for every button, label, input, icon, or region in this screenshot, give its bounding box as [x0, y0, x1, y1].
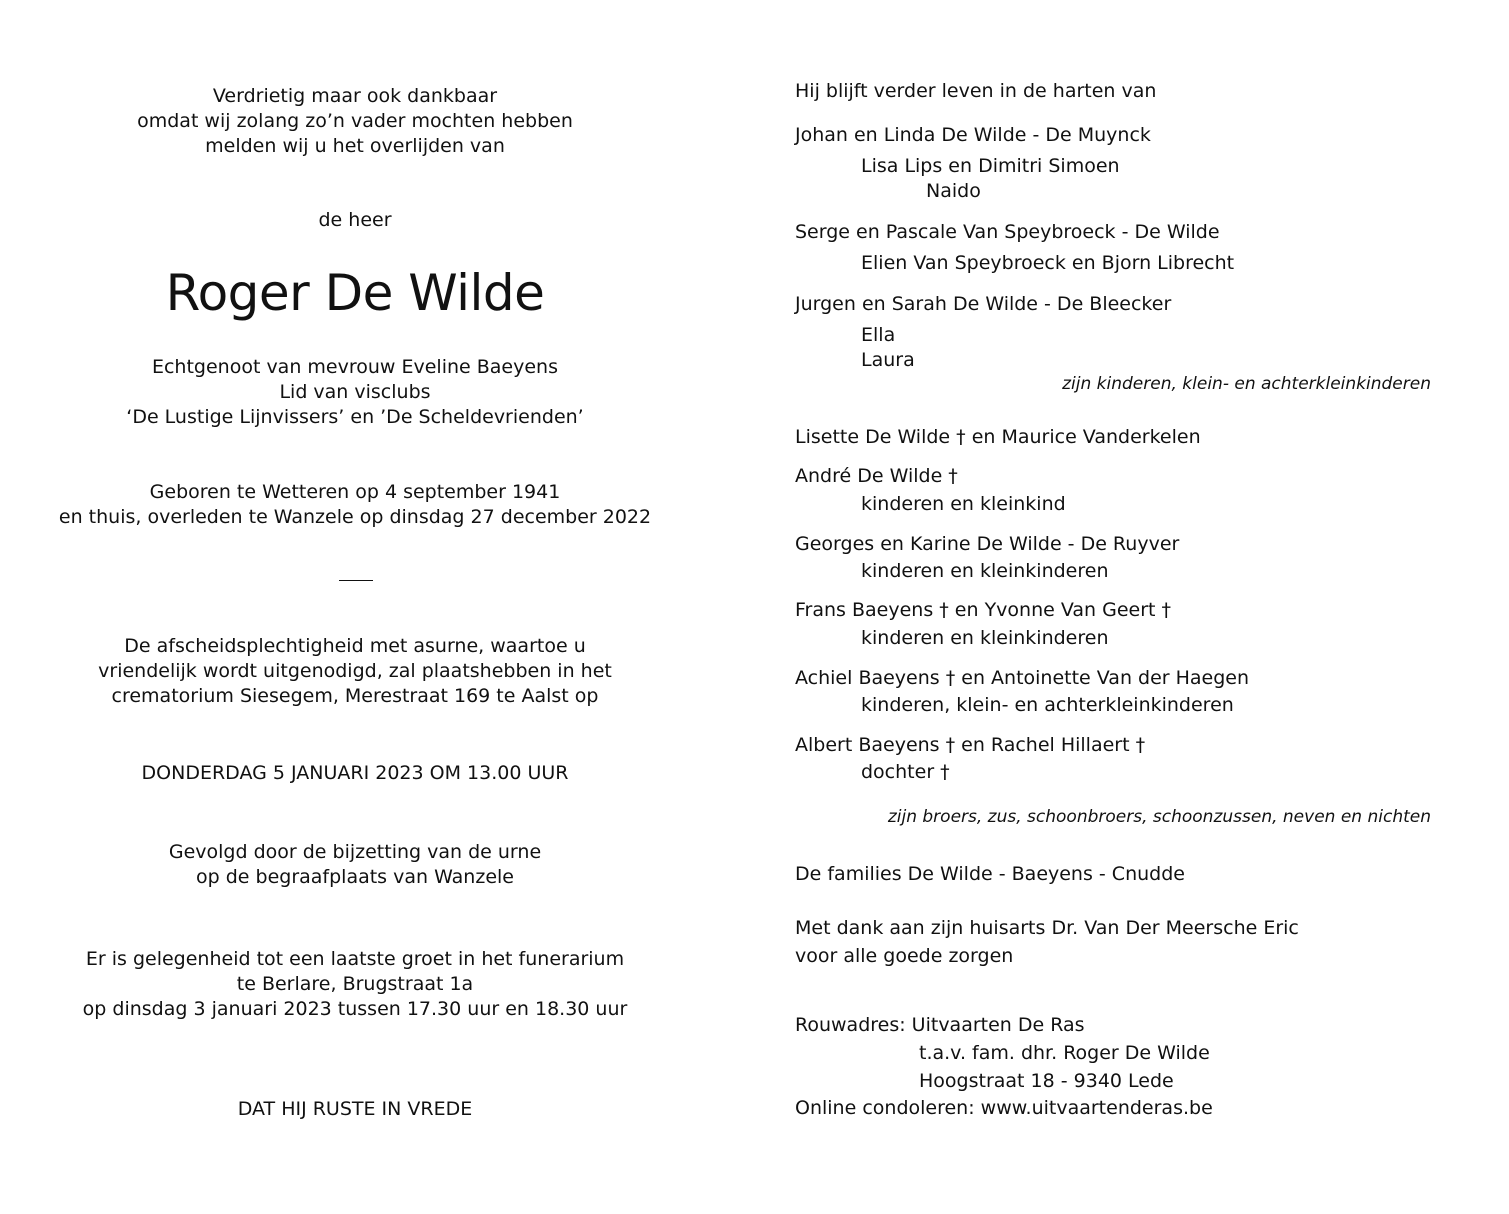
sibling-name: Albert Baeyens † en Rachel Hillaert †: [795, 734, 1146, 756]
families-line: De families De Wilde - Baeyens - Cnudde: [795, 863, 1185, 885]
sibling-name: Achiel Baeyens † en Antoinette Van der Haegen: [795, 667, 1250, 689]
burial-text: Gevolgd door de bijzetting van de urne op de begraafplaats van Wanzele: [168, 841, 542, 888]
online-condolence: Online condoleren: www.uitvaartenderas.be: [795, 1097, 1213, 1119]
right-column: [795, 0, 1495, 1214]
sibling-descendants: kinderen en kleinkind: [861, 493, 1066, 515]
sibling-descendants: kinderen en kleinkinderen: [861, 560, 1109, 582]
family-child: Elien Van Speybroeck en Bjorn Librecht: [861, 252, 1235, 274]
sibling-descendants: kinderen en kleinkinderen: [861, 627, 1109, 649]
sibling-name: Frans Baeyens † en Yvonne Van Geert †: [795, 599, 1172, 621]
address-line: Rouwadres: Uitvaarten De Ras: [795, 1014, 1085, 1036]
closing-text: DAT HIJ RUSTE IN VREDE: [237, 1098, 473, 1120]
family-name: Serge en Pascale Van Speybroeck - De Wilde: [795, 221, 1220, 243]
ceremony-text: De afscheidsplechtigheid met asurne, waartoe u vriendelijk wordt uitgenodigd, zal plaatshebben in het crematorium Siesegem, Merestraat 169 te Aalst op: [98, 635, 612, 707]
thanks-line: Met dank aan zijn huisarts Dr. Van Der Meersche Eric: [795, 917, 1299, 939]
family-heading: Hij blijft verder leven in de harten van: [795, 80, 1157, 102]
family-child: Laura: [861, 349, 915, 371]
children-note: zijn kinderen, klein- en achterkleinkinderen: [1062, 374, 1431, 394]
deceased-name: Roger De Wilde: [165, 264, 545, 322]
visit-text: Er is gelegenheid tot een laatste groet in het funerarium te Berlare, Brugstraat 1a op dinsdag 3 januari 2023 tussen 17.30 uur en 18.30 uur: [82, 948, 628, 1020]
honorific: de heer: [318, 209, 392, 231]
family-child: Lisa Lips en Dimitri Simoen: [861, 155, 1120, 177]
left-column: [0, 0, 710, 1214]
family-name: Jurgen en Sarah De Wilde - De Bleecker: [795, 293, 1172, 315]
separator-line: [339, 580, 373, 581]
address-line: Hoogstraat 18 - 9340 Lede: [919, 1070, 1174, 1092]
spouse-text: Echtgenoot van mevrouw Eveline Baeyens Lid van visclubs ‘De Lustige Lijnvissers’ en ’De Scheldevrienden’: [126, 356, 584, 428]
intro-text: Verdrietig maar ook dankbaar omdat wij zolang zo’n vader mochten hebben melden wij u het overlijden van: [137, 85, 573, 157]
thanks-line: voor alle goede zorgen: [795, 945, 1014, 967]
family-name: Johan en Linda De Wilde - De Muynck: [795, 124, 1151, 146]
sibling-name: Lisette De Wilde † en Maurice Vanderkelen: [795, 426, 1201, 448]
family-child: Ella: [861, 324, 896, 346]
sibling-name: Georges en Karine De Wilde - De Ruyver: [795, 533, 1180, 555]
siblings-note: zijn broers, zus, schoonbroers, schoonzussen, neven en nichten: [887, 807, 1431, 827]
family-grandchild: Naido: [926, 180, 981, 202]
sibling-name: André De Wilde †: [795, 465, 958, 487]
birth-death-dates: Geboren te Wetteren op 4 september 1941 en thuis, overleden te Wanzele op dinsdag 27 december 2022: [58, 481, 652, 528]
sibling-descendants: kinderen, klein- en achterkleinkinderen: [861, 694, 1234, 716]
ceremony-date: DONDERDAG 5 JANUARI 2023 OM 13.00 UUR: [141, 762, 569, 784]
sibling-descendants: dochter †: [861, 761, 950, 783]
address-line: t.a.v. fam. dhr. Roger De Wilde: [919, 1042, 1210, 1064]
